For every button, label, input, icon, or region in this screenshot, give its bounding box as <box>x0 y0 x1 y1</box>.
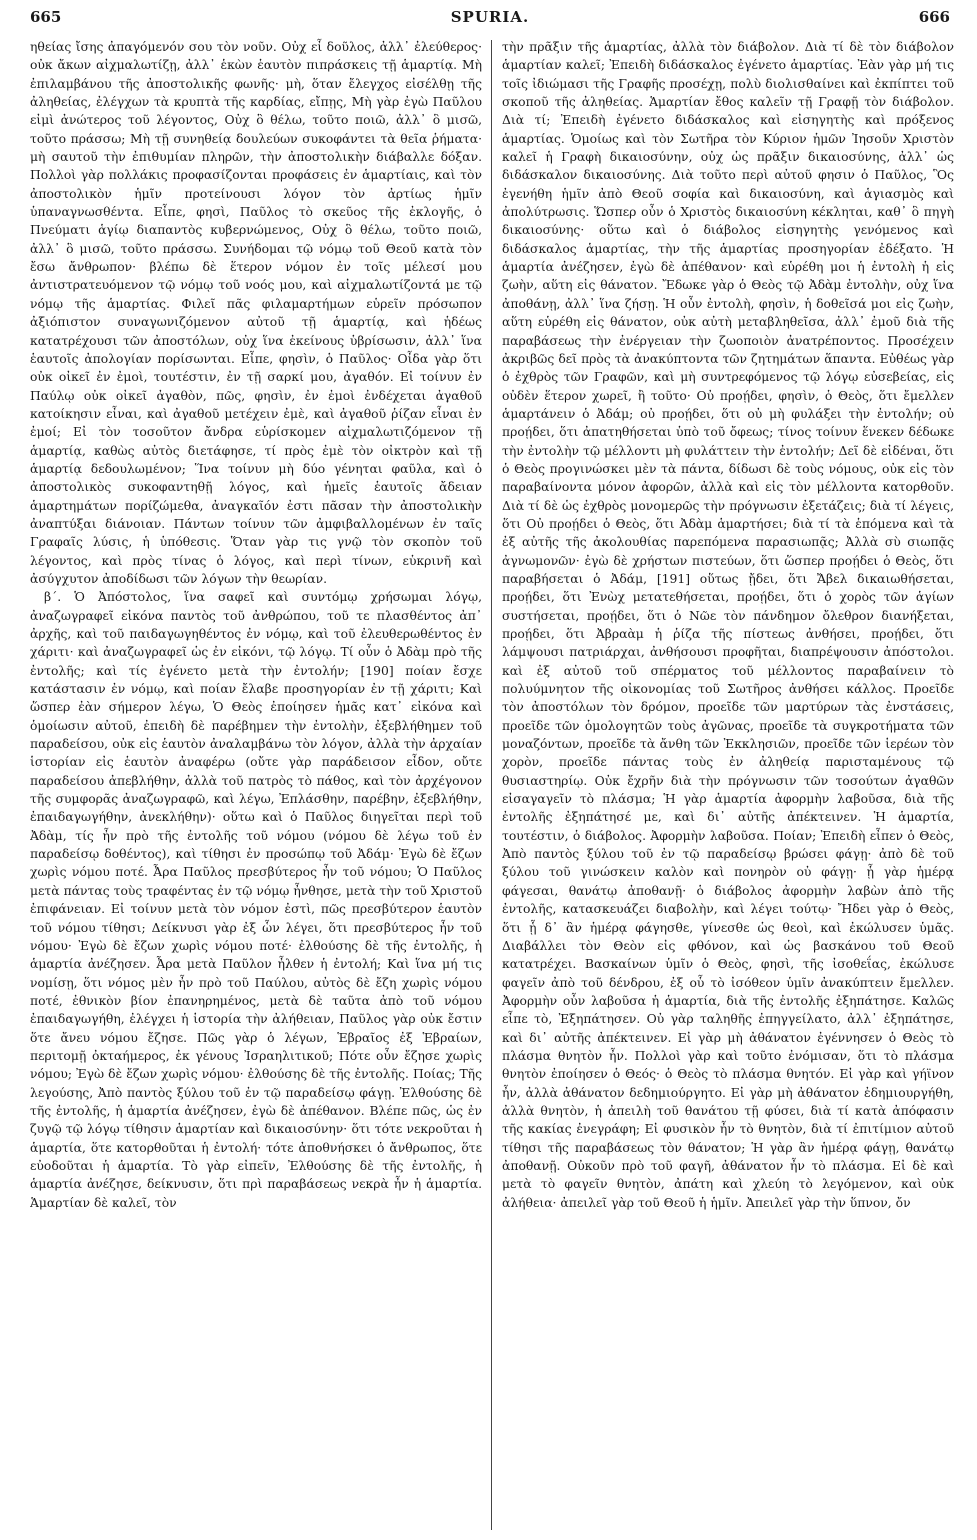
right-column <box>502 38 954 1532</box>
column-divider <box>491 40 492 1530</box>
running-title: SPURIA. <box>450 8 530 26</box>
paragraph: β΄. Ὁ Ἀπόστολος, ἵνα σαφεῖ καὶ συντόμῳ χρήσωμαι λόγῳ, ἀναζωγραφεῖ εἰκόνα παντὸς τοῦ ἀνθρώπου, τοῦ τε πλασθέντος ἀπ᾽ ἀρχῆς, καὶ τοῦ παιδαγωγηθέντος ἐν νόμῳ, καὶ τοῦ ἐλευθερωθέντος ἐν χάριτι· καὶ ἀναζωγραφεῖ ὡς ἐν εἰκόνι, τῷ λόγῳ. Τί οὖν ὁ Ἀδὰμ πρὸ τῆς ἐντολῆς; καὶ τίς ἐγένετο μετὰ τὴν ἐντολήν; [190] ποίαν ἔσχε κατάστασιν ἐν νόμῳ, καὶ ποίαν ἔλαβε προσηγορίαν ἐν τῇ χάριτι; Καὶ ὥσπερ ἐὰν σήμερον λέγω, Ὁ Θεὸς ἐποίησεν ἡμᾶς κατ᾽ εἰκόνα καὶ ὁμοίωσιν αὐτοῦ, ἐπειδὴ δὲ παρέβημεν τὴν ἐντολὴν, ἐξεβλήθημεν τοῦ παραδείσου, οὐκ εἰς ἑαυτὸν ἀναλαμβάνω τὸν λόγον, ἀλλὰ τὴν ἀρχαίαν ἱστορίαν εἰς ἑαυτὸν ἀναφέρω (οὔτε γὰρ παράδεισον εἶδον, οὔτε παραδείσου ἀπεβλήθην, ἀλλὰ τοῦ πατρὸς τὸ πάθος, καὶ τὸν ἀρχέγονον τῆς συμφορᾶς ἀναζωγραφῶ, καὶ λέγω, Ἐπλάσθην, παρέβην, ἐξεβλήθην, ἐπαιδαγωγήθην, ἀνεκλήθην)· οὕτω καὶ ὁ Παῦλος διηγεῖται περὶ τοῦ Ἀδὰμ, τίς ἦν πρὸ τῆς ἐντολῆς τοῦ νόμου (νόμου δὲ λέγω τοῦ ἐν παραδείσῳ δοθέντος), καὶ τίθησι ἐν προσώπῳ τοῦ Ἀδάμ· Ἐγὼ δὲ ἔζων χωρὶς νόμου ποτέ. Ἆρα Παῦλος πρεσβύτερος ἦν τοῦ νόμου; Ὁ Παῦλος μετὰ πάντας τοὺς τραφέντας ἐν τῷ νόμῳ ἦνθησε, μετὰ τὴν τοῦ Χριστοῦ ἐπιφάνειαν. Εἰ τοίνυν μετὰ τὸν νόμον ἐστὶ, πῶς πρεσβύτερον ἑαυτὸν τοῦ νόμου τίθησι; Δείκνυσι γὰρ ἐξ ὧν λέγει, ὅτι πρεσβύτερος ἦν τοῦ νόμου· Ἐγὼ δὲ ἔζων χωρὶς νόμου ποτέ· ἐλθούσης δὲ τῆς ἐντολῆς, ἡ ἁμαρτία ἀνέζησεν. Ἆρα μετὰ Παῦλον ἦλθεν ἡ ἐντολή; Καὶ ἵνα μή τις νομίσῃ, ὅτι νόμος μὲν ἦν πρὸ τοῦ Παύλου, αὐτὸς δὲ ἔζη χωρὶς νόμου ποτέ, ἐθνικὸν βίον ἐπανηρημένος, μετὰ δὲ ταῦτα ἀπὸ τοῦ νόμου ἐπαιδαγωγήθη, ἐλέγχει ἡ ἱστορία τὴν ἀλήθειαν, Παῦλος γὰρ οὐκ ἔστιν ὅτε ἄνευ νόμου ἔζησε. Πῶς γὰρ ὁ λέγων, Ἑβραῖος ἐξ Ἑβραίων, περιτομῇ ὀκταήμερος, ἐκ γένους Ἰσραηλιτικοῦ; Πότε οὖν ἔζησε χωρὶς νόμου; Ἐγὼ δὲ ἔζων χωρὶς νόμου· ἐλθούσης δὲ τῆς ἐντολῆς. Ποίας; Τῆς λεγούσης, Ἀπὸ παντὸς ξύλου τοῦ ἐν τῷ παραδείσῳ φάγῃ. Ἐλθούσης δὲ τῆς ἐντολῆς, ἡ ἁμαρτία ἀνέζησεν, ἐγὼ δὲ ἀπέθανον. Βλέπε πῶς, ὡς ἐν ζυγῷ τῷ λόγῳ τίθησιν ἁμαρτίαν καὶ δικαιοσύνην· ὅτι τότε νεκροῦται ἡ ἁμαρτία, ὅτε κατορθοῦται ἡ ἐντολή· τότε ἀποθνήσκει ὁ ἄνθρωπος, ὅτε εὐοδοῦται ἡ ἁμαρτία. Τὸ γὰρ εἰπεῖν, Ἐλθούσης δὲ τῆς ἐντολῆς, ἡ ἁμαρτία ἀνέζησε, δείκνυσιν, ὅτι πρὶ παραβάσεως νεκρὰ ἦν ἡ ἁμαρτία. Ἁμαρτίαν δὲ καλεῖ, τὸν <box>30 590 482 1210</box>
page-number-left: 665 <box>30 8 62 26</box>
page-header <box>30 8 950 30</box>
left-column <box>30 38 482 1532</box>
paragraph: ηθείας ἴσης ἀπαγόμενόν σου τὸν νοῦν. Οὐχ εἶ δοῦλος, ἀλλ᾽ ἐλεύθερος· οὐκ ἄκων αἰχμαλωτίζῃ, ἀλλ᾽ ἑκὼν ἑαυτὸν πιπράσκεις τῇ ἁμαρτίᾳ. Μὴ ἐπιλαμβάνου τῆς ἀποστολικῆς φωνῆς· μὴ, ὅταν ἔλεγχος εἰσέλθῃ τῆς ἀληθείας, ἐλέγχων τὰ κρυπτὰ τῆς καρδίας, εἴπῃς, Μὴ γὰρ ἐγὼ Παῦλου εἰμὶ ἀνώτερος τοῦ λέγοντος, Οὐχ ὃ θέλω, τοῦτο ποιῶ, ἀλλ᾽ ὃ μισῶ, τοῦτο πράσσω; Μὴ τῇ συνηθείᾳ δουλεύων συκοφάντει τὰ θεῖα ῥήματα· μὴ σαυτοῦ τὴν ἐπιθυμίαν πληρῶν, τὴν ἀποστολικὴν διάβαλλε δόξαν. Πολλοὶ γὰρ πολλάκις προφασίζονται προφάσεις ἐν ἁμαρτίαις, καὶ τὸν ἀποστολικὸν ἡμῖν προτείνουσι λόγον τὸν ἀρτίως ἡμῖν ὑπαναγνωσθέντα. Εἶπε, φησὶ, Παῦλος τὸ σκεῦος τῆς ἐκλογῆς, ὁ Πνεύματι ἁγίῳ διαπαντὸς κυβερνώμενος, Οὐχ ὃ θέλω, τοῦτο ποιῶ, ἀλλ᾽ ὃ μισῶ, τοῦτο πράσσω. Συνήδομαι τῷ νόμῳ τοῦ Θεοῦ κατὰ τὸν ἔσω ἄνθρωπον· βλέπω δὲ ἕτερον νόμον ἐν τοῖς μέλεσί μου ἀντιστρατευόμενον τῷ νόμῳ τοῦ νοός μου, καὶ αἰχμαλωτίζοντά με τῷ νόμῳ τῆς ἁμαρτίας. Φιλεῖ πᾶς φιλαμαρτήμων εὑρεῖν πρόσωπον ἀξιόπιστον συναγωνιζόμενον αὐτοῦ τῇ ἁμαρτίᾳ, καὶ ἡδέως κατατρέχουσι τῶν ἀποστόλων, οὐχ ἵνα ἐκείνους ὑβρίσωσιν, ἀλλ᾽ ἵνα ἑαυτοῖς ἀπολογίαν πορίσωνται. Εἶπε, φησὶν, ὁ Παῦλος· Οἶδα γὰρ ὅτι οὐκ οἰκεῖ ἐν ἐμοὶ, τουτέστιν, ἐν τῇ σαρκί μου, ἀγαθόν. Εἰ τοίνυν ἐν Παύλῳ οὐκ οἰκεῖ ἀγαθὸν, πῶς, φησὶν, ἐν ἐμοὶ ἐνδέχεται ἀγαθοῦ κατοίκησιν εἶναι, καὶ ἀγαθοῦ μετέχειν ἐμὲ, καὶ ἀγαθοῦ ῥίζαν εἶναι ἐν ἐμοί; Εἰ τὸν τοσοῦτον ἄνδρα εὑρίσκομεν αἰχμαλωτιζόμενον τῇ ἁμαρτίᾳ, καθὼς αὐτὸς διετάφησε, τί πρὸς ἐμὲ τὸν οἰκτρὸν καὶ τῇ ἁμαρτίᾳ δεδουλωμένον; Ἵνα τοίνυν μὴ δύο γένηται φαῦλα, καὶ ὁ ἀποστολικὸς συκοφαντηθῇ λόγος, καὶ ἡμεῖς ἑαυτοῖς ἄδειαν ἁμαρτημάτων πορίζώμεθα, ἀναγκαῖόν ἐστι πᾶσαν τὴν ἀποστολικὴν ἀναπτύξαι διάνοιαν. Πάντων τοίνυν τῶν ἀμφιβαλλομένων ἐν ταῖς Γραφαῖς λύσις, ἡ ὑπόθεσις. Ὅταν γὰρ τις γνῷ τὸν σκοπὸν τοῦ λέγοντος, καὶ πρὸς τίνας ὁ λόγος, καὶ περὶ τίνων, εὑκρινῆ καὶ ἀσύγχυτον ἀποδίδωσι τῶν λόγων τὴν θεωρίαν. <box>30 40 482 586</box>
paragraph: τὴν πρᾶξιν τῆς ἁμαρτίας, ἀλλὰ τὸν διάβολον. Διὰ τί δὲ τὸν διάβολον ἁμαρτίαν καλεῖ; Ἐπειδὴ διδάσκαλος ἐγένετο ἁμαρτίας. Ἐὰν γὰρ μή τις τοῖς ἰδιώμασι τῆς Γραφῆς προσέχῃ, πολὺ διολισθαίνει καὶ ἐκπίπτει τοῦ σκοποῦ τῆς ἀληθείας. Ἁμαρτίαν ἔθος καλεῖν τῇ Γραφῇ τὸν διάβολον. Διὰ τί; Ἐπειδὴ ἐγένετο διδάσκαλος καὶ εἰσηγητὴς καὶ πρόξενος ἁμαρτίας. Ὁμοίως καὶ τὸν Σωτῆρα τὸν Κύριον ἡμῶν Ἰησοῦν Χριστὸν καλεῖ ἡ Γραφὴ δικαιοσύνην, οὐχ ὡς πρᾶξιν δικαιοσύνης, ἀλλ᾽ ὡς διδάσκαλον δικαιοσύνης. Διὰ τοῦτο περὶ αὐτοῦ φησιν ὁ Παῦλος, Ὃς ἐγενήθη ἡμῖν ἀπὸ Θεοῦ σοφία καὶ δικαιοσύνη, καὶ ἁγιασμὸς καὶ ἀπολύτρωσις. Ὥσπερ οὖν ὁ Χριστὸς δικαιοσύνη κέκληται, καθ᾽ ὃ πηγὴ δικαιοσύνης· οὕτω καὶ ὁ διάβολος εἰσηγητὴς γενόμενος καὶ διδάσκαλος ἁμαρτίας, τὴν τῆς ἁμαρτίας προσηγορίαν ἐδέξατο. Ἡ ἁμαρτία ἀνέζησεν, ἐγὼ δὲ ἀπέθανον· καὶ εὑρέθη μοι ἡ ἐντολὴ ἡ εἰς ζωὴν, αὕτη εἰς θάνατον. Ἔδωκε γὰρ ὁ Θεὸς τῷ Ἀδὰμ ἐντολὴν, οὐχ ἵνα ἀποθάνῃ, ἀλλ᾽ ἵνα ζήσῃ. Ἡ οὖν ἐντολὴ, φησὶν, ἡ δοθεῖσά μοι εἰς ζωὴν, αὕτη εὑρέθη εἰς θάνατον, οὐκ αὐτὴ μεταβληθεῖσα, ἀλλ᾽ ἐμοῦ διὰ τῆς παραβάσεως τὴν ἐνέργειαν τὴν ζωοποιὸν ἀνατρέποντος. Προσέχειν ἀκριβῶς δεῖ πρὸς τὰ ἀνακύπτοντα τῶν ζητημάτων ἅπαντα. Εὐθέως γὰρ ὁ ἐχθρὸς τῶν Γραφῶν, καὶ μὴ συντρεφόμενος τῷ λόγῳ εὐσεβείας, εἰς οὐδὲν ἕτερον χωρεῖ, ἢ τοῦτο· Οὐ προῄδει, φησὶν, ὁ Θεὸς, ὅτι ἔμελλεν ἁμαρτάνειν ὁ Ἀδάμ; οὐ προῄδει, ὅτι οὐ μὴ φυλάξει τὴν ἐντολήν; οὐ προῄδει, ὅτι ἀπατηθήσεται ὑπὸ τοῦ ὄφεως; τίνος τοίνυν ἕνεκεν δέδωκε τὴν ἐντολὴν τῷ μέλλοντι μὴ φυλάττειν τὴν ἐντολήν; Δεῖ δὲ εἰδέναι, ὅτι ὁ Θεὸς προγινώσκει μὲν τὰ πάντα, δίδωσι δὲ τοὺς νόμους, οὐκ εἰς τὸν παραβαίνοντα μόνον ἀφορῶν, ἀλλὰ καὶ εἰς τὸν μέλλοντα κατορθοῦν. Διὰ τί δὲ ὡς ἐχθρὸς μονομερῶς τὴν πρόγνωσιν ἐξετάζεις; διὰ τί λέγεις, ὅτι Οὐ προῄδει ὁ Θεὸς, ὅτι Ἀδὰμ ἁμαρτήσει; διὰ τί τὰ ἑπόμενα καὶ τὰ ἐξ αὐτῆς τῆς ἀκολουθίας παρεπόμενα παρασιωπᾷς; Ἀλλὰ σὺ σιωπᾷς ἀγνωμονῶν· ἐγὼ δὲ χρήστων πιστεύων, ὅτι ὥσπερ προῄδει ὁ Θεὸς, ὅτι παραβήσεται ὁ Ἀδάμ, [191] οὕτως ᾔδει, ὅτι Ἄβελ δικαιωθήσεται, προῄδει, ὅτι Ἐνὼχ μετατεθήσεται, προῄδει, ὅτι ὁ χορὸς τῶν ἁγίων συστήσεται, προῄδει, ὅτι ὁ Νῶε τὸν πάνδημον ὄλεθρον διανήξεται, προῄδει, ὅτι Ἀβραὰμ ἡ ῥίζα τῆς πίστεως ἀνθήσει, προῄδει, ὅτι λάμψουσι πατριάρχαι, ἀνθήσουσι προφῆται, διαπρέψουσιν ἀπόστολοι. καὶ ἐξ αὐτοῦ τοῦ σπέρματος τοῦ μέλλοντος παραβαίνειν τὸ πολυύμνητον τῆς οἰκονομίας τοῦ Σωτῆρος ἀνθήσει κάλλος. Προεῖδε τὸν ἀποστόλων τὸν δρόμον, προεῖδε τῶν μαρτύρων τὰς ἐνστάσεις, προεῖδε τῶν ὁμολογητῶν τοὺς ἀγῶνας, προεῖδε τὰ συγκροτήματα τῶν μοναζόντων, προεῖδε τὰ ἄνθη τῶν Ἐκκλησιῶν, προεῖδε τῶν ἱερέων τὸν χορὸν, προεῖδε πάντας τοὺς ἐν ἀληθείᾳ παρισταμένους τῷ θυσιαστηρίῳ. Οὐκ ἔχρῆν διὰ τὴν πρόγνωσιν τῶν τοσούτων ἀγαθῶν εἰσαγαγεῖν τὸ πλάσμα; Ἡ γὰρ ἁμαρτία ἀφορμὴν λαβοῦσα, διὰ τῆς ἐντολῆς ἐξηπάτησέ με, καὶ δι᾽ αὐτῆς ἀπέκτεινεν. Ἡ ἁμαρτία, τουτέστιν, ὁ διάβολος. Ἀφορμὴν λαβοῦσα. Ποίαν; Ἐπειδὴ εἶπεν ὁ Θεὸς, Ἀπὸ παντὸς ξύλου τοῦ ἐν τῷ παραδείσῳ βρώσει φάγῃ· ἀπὸ δὲ τοῦ ξύλου τοῦ γινώσκειν καλὸν καὶ πονηρὸν οὐ φάγῃ· ᾗ γὰρ ἡμέρᾳ φάγεσαι, θανάτῳ ἀποθανῇ· ὁ διάβολος ἀφορμὴν λαβὼν ἀπὸ τῆς ἐντολῆς, κατασκευάζει διαβολὴν, καὶ λέγει τούτῳ· Ἤδει γὰρ ὁ Θεὸς, ὅτι ᾗ δ᾽ ἂν ἡμέρᾳ φάγησθε, γίνεσθε ὡς θεοὶ, καὶ ἐκώλυσεν ὑμᾶς. Διαβάλλει τὸν Θεὸν εἰς φθόνον, καὶ ὡς βασκάνου τοῦ Θεοῦ κατατρέχει. Βασκαίνων ὑμῖν ὁ Θεὸς, φησὶ, τῆς ἰσοθεΐας, ἐκώλυσε φαγεῖν ἀπὸ τοῦ δένδρου, ἐξ οὗ τὸ ἰσόθεον ὑμῖν ἀνακύπτειν ἔμελλεν. Ἀφορμὴν οὖν λαβοῦσα ἡ ἁμαρτία, διὰ τῆς ἐντολῆς ἐξηπάτησε. Καλῶς εἶπε τὸ, Ἐξηπάτησεν. Οὐ γὰρ ταληθῆς ἐπηγγείλατο, ἀλλ᾽ ἐξηπάτησε, καὶ δι᾽ αὐτῆς ἀπέκτεινεν. Εἰ γὰρ μὴ ἀθάνατον ἐγέννησεν ὁ Θεὸς τὸ πλάσμα θνητὸν ἦν. Πολλοὶ γὰρ καὶ τοῦτο ἐνόμισαν, ὅτι τὸ πλάσμα θνητὸν ἐποίησεν ὁ Θεός· ὁ Θεὸς τὸ πλάσμα θνητόν. Εἰ γὰρ καὶ γήϊνον ἦν, ἀλλὰ ἀθάνατον δεδημιούργητο. Εἰ γὰρ μὴ ἀθάνατον ἐδημιουργήθη, ἀλλὰ θνητὸν, ἡ ἀπειλὴ τοῦ θανάτου τῇ φύσει, διὰ τί κατὰ ἀπόφασιν τῆς κακίας ἐνεγράφη; Εἰ φυσικὸν ἦν τὸ θνητὸν, διὰ τί ἐπιτίμιον αὐτοῦ τίθησι τῆς παραβάσεως τὸν θάνατον; Ἡ γὰρ ἂν ἡμέρᾳ φάγῃ, θανάτῳ ἀποθανῇ. Οὐκοῦν πρὸ τοῦ φαγῆ, ἀθάνατον ἦν τὸ πλάσμα. Εἰ δὲ καὶ μετὰ τὸ φαγεῖν θνητὸν, ἀπάτη καὶ χλεύη τὸ λεγόμενον, καὶ οὐκ ἀλήθεια· ἀπειλεῖ γὰρ τοῦ Θεοῦ ἡ ἡμῖν. Ἀπειλεῖ γὰρ τὴν ὕπνον, ὄν <box>502 40 954 1210</box>
page-number-right: 666 <box>918 8 950 26</box>
